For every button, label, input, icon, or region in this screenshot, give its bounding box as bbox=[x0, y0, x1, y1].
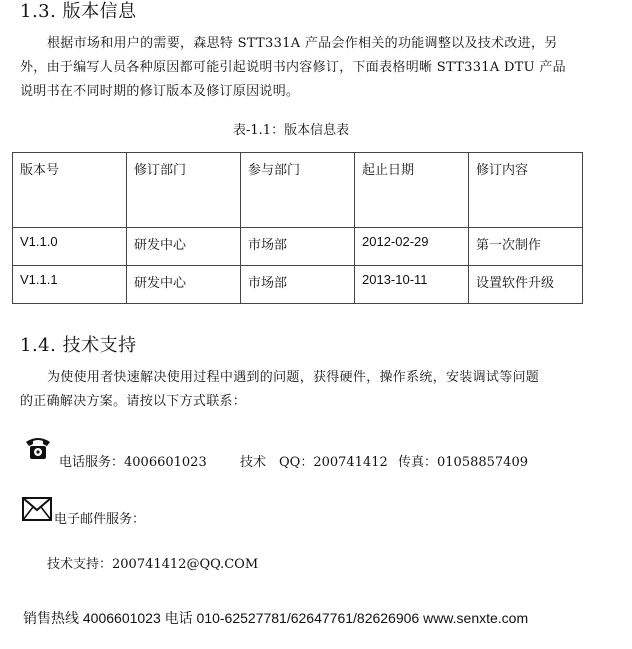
table-header-cell: 修订部门 bbox=[127, 153, 241, 228]
envelope-icon bbox=[22, 497, 52, 521]
support-intro-paragraph bbox=[20, 366, 620, 414]
table-caption: 表-1.1：版本信息表 bbox=[233, 123, 350, 138]
paragraph-line: 根据市场和用户的需要，森思特 STT331A 产品会作相关的功能调整以及技术改进，另 bbox=[47, 36, 558, 51]
fax-number: 传真：01058857409 bbox=[398, 455, 528, 470]
email-service-label: 电子邮件服务： bbox=[54, 512, 146, 527]
table-cell: V1.1.0 bbox=[13, 228, 127, 266]
table-cell: 研发中心 bbox=[127, 228, 241, 266]
table-cell: V1.1.1 bbox=[13, 266, 127, 304]
tech-qq: 技术 QQ：200741412 bbox=[240, 455, 388, 470]
table-row bbox=[13, 266, 583, 304]
table-header-cell: 起止日期 bbox=[355, 153, 469, 228]
paragraph-line: 说明书在不同时期的修订版本及修订原因说明。 bbox=[20, 84, 300, 99]
table-row bbox=[13, 228, 583, 266]
table-header-row bbox=[13, 153, 583, 228]
version-intro-paragraph bbox=[20, 32, 620, 104]
section-heading-version-info: 1.3. 版本信息 bbox=[20, 1, 137, 22]
table-cell: 市场部 bbox=[241, 228, 355, 266]
table-cell: 研发中心 bbox=[127, 266, 241, 304]
telephone-icon bbox=[24, 435, 52, 461]
table-cell: 第一次制作 bbox=[469, 228, 583, 266]
version-table bbox=[12, 152, 583, 304]
table-cell: 2012-02-29 bbox=[355, 228, 469, 266]
table-header-cell: 参与部门 bbox=[241, 153, 355, 228]
table-header-cell: 版本号 bbox=[13, 153, 127, 228]
table-cell: 2013-10-11 bbox=[355, 266, 469, 304]
paragraph-line: 外，由于编写人员各种原因都可能引起说明书内容修订，下面表格明晰 STT331A DTU 产品 bbox=[20, 60, 566, 75]
footer-contact-line: 销售热线 4006601023 电话 010-62527781/62647761/82626906 www.senxte.com bbox=[23, 610, 529, 626]
table-cell: 设置软件升级 bbox=[469, 266, 583, 304]
table-header-cell: 修订内容 bbox=[469, 153, 583, 228]
phone-service: 电话服务：4006601023 bbox=[59, 455, 207, 470]
section-heading-tech-support: 1.4. 技术支持 bbox=[20, 335, 137, 356]
tech-support-email: 技术支持：200741412@QQ.COM bbox=[47, 557, 259, 572]
table-cell: 市场部 bbox=[241, 266, 355, 304]
paragraph-line: 为使使用者快速解决使用过程中遇到的问题，获得硬件，操作系统，安装调试等问题 bbox=[47, 370, 540, 385]
paragraph-line: 的正确解决方案。请按以下方式联系： bbox=[20, 394, 247, 409]
